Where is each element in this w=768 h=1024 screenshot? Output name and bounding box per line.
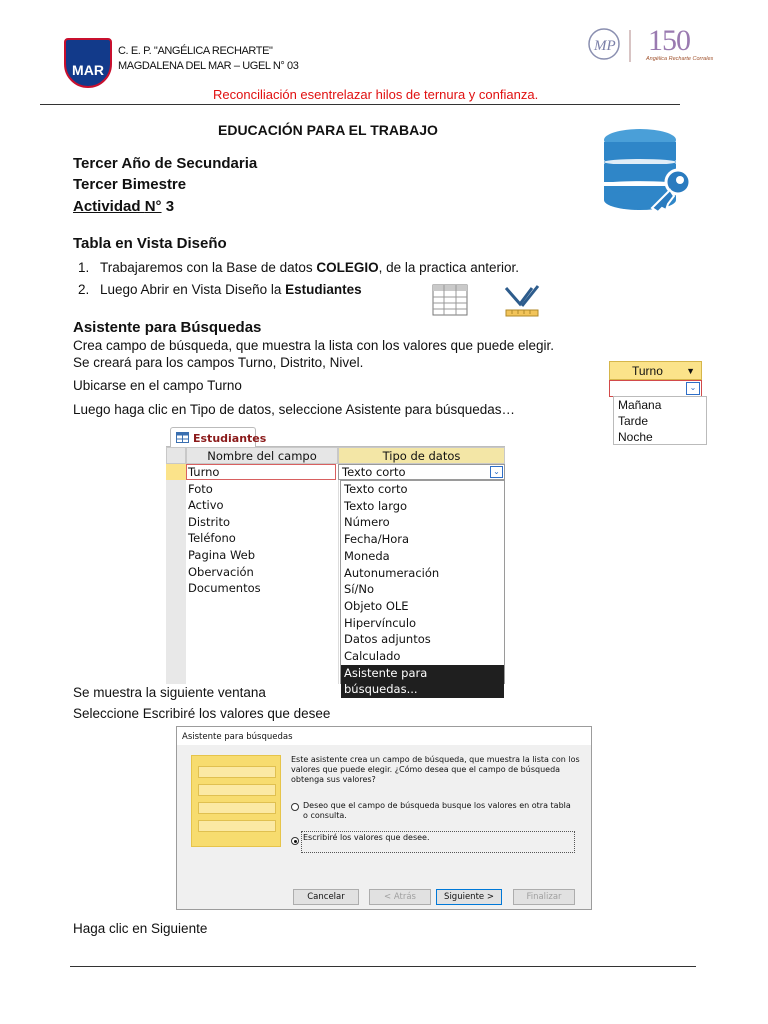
data-type-option[interactable]: Calculado (344, 649, 401, 664)
chevron-down-icon[interactable]: ⌄ (686, 382, 700, 395)
radio-option-table-label[interactable]: Deseo que el campo de búsqueda busque los valores en otra tabla o consulta. (303, 801, 571, 820)
illustration-bar (198, 784, 276, 796)
data-type-dropdown (340, 480, 505, 697)
header-divider (40, 104, 680, 105)
access-design-view (166, 426, 505, 697)
tab-estudiantes[interactable] (170, 427, 267, 448)
turno-combo-label: Turno (632, 364, 663, 378)
data-type-option[interactable]: Texto corto (344, 482, 408, 496)
school-name-line2: MAGDALENA DEL MAR – UGEL N° 03 (118, 60, 299, 72)
school-name (118, 44, 298, 74)
paragraph-2: Se creará para los campos Turno, Distrito, Nivel. (73, 355, 364, 370)
data-type-option[interactable]: Fecha/Hora (344, 532, 410, 547)
data-type-option[interactable]: Sí/No (344, 582, 375, 597)
svg-text:MP: MP (594, 38, 616, 54)
radio-dot (294, 840, 297, 843)
radio-option-type-values[interactable] (291, 837, 299, 845)
dialog-description: Este asistente crea un campo de búsqueda, que muestra la lista con los valores que puede elegir. ¿Cómo desea que el campo de búsqueda obtenga sus valores? (291, 755, 580, 784)
column-header-data-type: Tipo de datos (338, 447, 505, 464)
paragraph-7: Haga clic en Siguiente (73, 921, 208, 936)
turno-option[interactable]: Noche (618, 430, 653, 444)
data-type-option[interactable]: Moneda (344, 548, 390, 563)
dialog-title: Asistente para búsquedas (182, 732, 293, 742)
tab-estudiantes-label: Estudiantes (193, 432, 267, 445)
field-names-column (186, 464, 339, 684)
data-type-current: Texto corto (342, 465, 406, 479)
chevron-down-icon[interactable]: ⌄ (490, 466, 503, 478)
list-number-1: 1. (78, 260, 90, 275)
database-name: COLEGIO (316, 260, 379, 275)
paragraph-6: Seleccione Escribiré los valores que desee (73, 706, 331, 721)
column-header-field-name: Nombre del campo (186, 447, 338, 464)
section-heading-lookup-wizard: Asistente para Búsquedas (73, 319, 262, 336)
lookup-wizard-dialog (176, 726, 592, 910)
activity-number: 3 (161, 198, 175, 215)
activity-prefix: Actividad (73, 198, 145, 215)
radio-option-table[interactable] (291, 803, 299, 811)
data-type-select[interactable] (338, 464, 505, 480)
data-type-option[interactable]: Texto largo (344, 498, 408, 513)
data-type-option-selected[interactable]: Asistente para búsquedas... (341, 665, 504, 698)
design-view-icon (502, 282, 542, 325)
paragraph-4: Luego haga clic en Tipo de datos, seleccione Asistente para búsquedas… (73, 402, 516, 417)
anniversary-logo (586, 24, 714, 66)
wizard-illustration (191, 755, 281, 847)
data-type-option[interactable]: Autonumeración (344, 565, 440, 580)
turno-option[interactable]: Mañana (618, 398, 662, 412)
data-type-option[interactable]: Objeto OLE (344, 598, 409, 613)
radio-option-type-values-label[interactable]: Escribiré los valores que desee. (303, 833, 430, 842)
current-row-indicator (166, 464, 186, 480)
datasheet-view-icon (432, 284, 468, 321)
turno-option[interactable]: Tarde (618, 414, 649, 428)
activity-label (73, 196, 174, 217)
list-number-2: 2. (78, 282, 90, 297)
illustration-bar (198, 766, 276, 778)
field-name-cell[interactable]: Activo (188, 498, 224, 513)
cancel-button[interactable]: Cancelar (293, 889, 359, 905)
field-name-cell[interactable]: Distrito (188, 514, 231, 529)
school-shield-logo: MAR (64, 38, 112, 88)
dropdown-arrow-icon: ▼ (686, 366, 695, 376)
row-selector-column (166, 464, 187, 684)
illustration-bar (198, 820, 276, 832)
table-name: Estudiantes (285, 282, 362, 297)
paragraph-1: Crea campo de búsqueda, que muestra la lista con los valores que puede elegir. (73, 338, 555, 353)
data-type-option[interactable]: Datos adjuntos (344, 632, 431, 647)
activity-n: N° (144, 198, 162, 215)
field-name-cell[interactable]: Teléfono (188, 531, 236, 546)
paragraph-5: Se muestra la siguiente ventana (73, 685, 266, 700)
turno-combo-input[interactable] (609, 380, 702, 397)
finish-button[interactable]: Finalizar (513, 889, 575, 905)
paragraph-3: Ubicarse en el campo Turno (73, 378, 242, 393)
field-name-cell[interactable]: Foto (188, 481, 213, 496)
back-button[interactable]: < Atrás (369, 889, 431, 905)
anniversary-caption: Angélica Recharte Corrales (646, 56, 714, 62)
turno-combo-header (609, 361, 702, 380)
next-button[interactable]: Siguiente > (436, 889, 502, 905)
illustration-bar (198, 802, 276, 814)
footer-divider (70, 966, 696, 967)
field-name-cell[interactable]: Turno (188, 465, 220, 479)
page-title: EDUCACIÓN PARA EL TRABAJO (218, 122, 438, 138)
row-selector-header (166, 447, 186, 464)
table-icon (176, 432, 189, 443)
anniversary-number: 150 (648, 24, 690, 57)
term-label: Tercer Bimestre (73, 176, 187, 193)
grade-label: Tercer Año de Secundaria (73, 155, 258, 172)
field-name-cell[interactable]: Documentos (188, 581, 261, 596)
section-heading-design-view: Tabla en Vista Diseño (73, 235, 227, 252)
list-item-2: 2. Luego Abrir en Vista Diseño la Estudiantes (78, 282, 362, 297)
field-name-cell[interactable]: Pagina Web (188, 548, 256, 562)
database-key-icon (600, 126, 696, 217)
list-item-1: 1. Trabajaremos con la Base de datos COLEGIO, de la practica anterior. (78, 260, 519, 275)
turno-options-list (613, 396, 707, 445)
motto: Reconciliación esentrelazar hilos de ternura y confianza. (213, 87, 539, 102)
field-name-cell[interactable]: Obervación (188, 564, 254, 579)
school-name-line1: C. E. P. "ANGÉLICA RECHARTE" (118, 45, 273, 57)
data-type-option[interactable]: Hipervínculo (344, 615, 417, 630)
data-type-option[interactable]: Número (344, 515, 390, 530)
